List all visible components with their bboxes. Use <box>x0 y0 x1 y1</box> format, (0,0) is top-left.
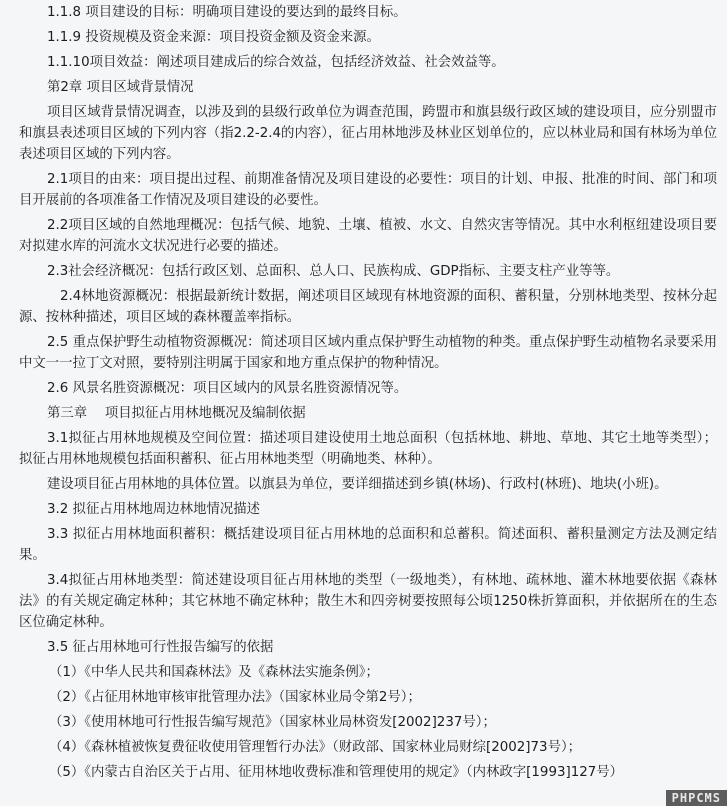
paragraph: 3.1拟征占用林地规模及空间位置：描述项目建设使用土地总面积（包括林地、耕地、草地、其它土地等类型）；拟征占用林地规模包括面积蓄积、征占用林地类型（明确地类、林种）。 <box>19 431 717 467</box>
paragraph: 3.2 拟征占用林地周边林地情况描述 <box>47 502 261 517</box>
paragraph: 1.1.8 项目建设的目标：明确项目建设的要达到的最终目标。 <box>47 5 407 20</box>
paragraph: （1）《中华人民共和国森林法》及《森林法实施条例》； <box>49 665 379 680</box>
paragraph: （3）《使用林地可行性报告编写规范》（国家林业局林资发[2002]237号）； <box>49 715 496 730</box>
paragraph: 第三章 项目拟征占用林地概况及编制依据 <box>47 406 306 421</box>
paragraph: （5）《内蒙古自治区关于占用、征用林地收费标准和管理使用的规定》（内林政字[1993]127号） <box>49 765 624 780</box>
phpcms-watermark: PHPCMS <box>666 790 727 806</box>
paragraph: 第2章 项目区域背景情况 <box>47 80 194 95</box>
paragraph: 项目区域背景情况调查，以涉及到的县级行政单位为调查范围，跨盟市和旗县级行政区域的建设项目，应分别盟市和旗县表述项目区域的下列内容（指2.2-2.4的内容），征占用林地涉及林业区划单位的，应以林业局和国有林场为单位表述项目区域的下列内容。 <box>19 105 717 162</box>
paragraph: （2）《占征用林地审核审批管理办法》（国家林业局令第2号）； <box>49 690 421 705</box>
paragraph: 2.3社会经济概况：包括行政区划、总面积、总人口、民族构成、GDP指标、主要支柱产业等等。 <box>47 264 620 279</box>
paragraph: 2.1项目的由来：项目提出过程、前期准备情况及项目建设的必要性：项目的计划、申报、批准的时间、部门和项目开展前的各项准备工作情况及项目建设的必要性。 <box>19 172 717 208</box>
paragraph: 3.4拟征占用林地类型：简述建设项目征占用林地的类型（一级地类），有林地、疏林地、灌木林地要依据《森林法》的有关规定确定林种；其它林地不确定林种；散生木和四旁树要按照每公顷1250株折算面积，并依据所在的生态区位确定林种。 <box>19 573 717 630</box>
paragraph: （4）《森林植被恢复费征收使用管理暂行办法》（财政部、国家林业局财综[2002]73号）； <box>49 740 582 755</box>
paragraph: 建设项目征占用林地的具体位置。以旗县为单位，要详细描述到乡镇(林场)、行政村(林班)、地块(小班)。 <box>47 477 668 492</box>
paragraph: 2.6 风景名胜资源概况：项目区域内的风景名胜资源情况等。 <box>47 381 408 396</box>
paragraph: 1.1.10项目效益：阐述项目建成后的综合效益，包括经济效益、社会效益等。 <box>47 55 505 70</box>
paragraph: 2.4林地资源概况：根据最新统计数据，阐述项目区域现有林地资源的面积、蓄积量，分别林地类型、按林分起源、按林种描述，项目区域的森林覆盖率指标。 <box>19 289 717 325</box>
paragraph: 3.3 拟征占用林地面积蓄积：概括建设项目征占用林地的总面积和总蓄积。简述面积、蓄积量测定方法及测定结果。 <box>19 527 717 563</box>
paragraph: 1.1.9 投资规模及资金来源：项目投资金额及资金来源。 <box>47 30 380 45</box>
paragraph: 2.5 重点保护野生动植物资源概况：简述项目区域内重点保护野生动植物的种类。重点保护野生动植物名录要采用中文一一拉丁文对照，要特别注明属于国家和地方重点保护的物种情况。 <box>19 335 717 371</box>
paragraph: 2.2项目区域的自然地理概况：包括气候、地貌、土壤、植被、水文、自然灾害等情况。其中水利枢纽建设项目要对拟建水库的河流水文状况进行必要的描述。 <box>19 218 717 254</box>
paragraph: 3.5 征占用林地可行性报告编写的依据 <box>47 640 274 655</box>
